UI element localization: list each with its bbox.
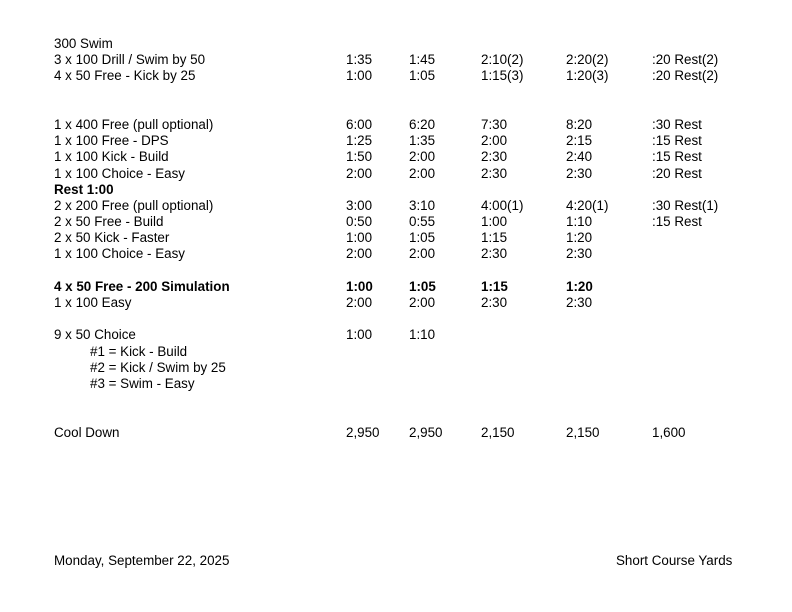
interval-col-2: 2:00 (409, 165, 436, 181)
interval-col-2: 1:35 (409, 133, 436, 149)
total-col-5: 1,600 (652, 424, 686, 440)
interval-col-1: 2:00 (346, 295, 373, 311)
interval-col-1: 1:00 (346, 278, 373, 294)
rest-col: :15 Rest (652, 214, 702, 230)
set-label: 9 x 50 Choice (54, 327, 136, 343)
interval-col-1: 6:00 (346, 116, 373, 132)
interval-col-1: 1:00 (346, 327, 373, 343)
interval-col-4: 2:30 (566, 165, 593, 181)
interval-col-2: 3:10 (409, 197, 436, 213)
interval-col-4: 2:30 (566, 246, 593, 262)
total-col-1: 2,950 (346, 424, 380, 440)
set-label: 2 x 200 Free (pull optional) (54, 197, 214, 213)
interval-col-1: 2:00 (346, 165, 373, 181)
interval-col-1: 2:00 (346, 246, 373, 262)
set-label: 4 x 50 Free - 200 Simulation (54, 278, 230, 294)
set-note: #2 = Kick / Swim by 25 (90, 359, 226, 375)
interval-col-4: 1:10 (566, 214, 593, 230)
rest-col: :20 Rest(2) (652, 68, 719, 84)
set1-row (54, 117, 754, 133)
interval-col-4: 2:15 (566, 133, 593, 149)
set4-row (54, 327, 754, 343)
interval-col-3: 2:30 (481, 149, 508, 165)
interval-col-3: 1:15 (481, 278, 508, 294)
set-label: 4 x 50 Free - Kick by 25 (54, 68, 196, 84)
workout-sheet (54, 36, 754, 441)
set-label: 2 x 50 Kick - Faster (54, 230, 170, 246)
interval-col-1: 1:50 (346, 149, 373, 165)
total-col-2: 2,950 (409, 424, 443, 440)
interval-col-3: 4:00(1) (481, 197, 524, 213)
rest-col: :30 Rest (652, 116, 702, 132)
set-label: 1 x 100 Free - DPS (54, 133, 169, 149)
interval-col-3: 1:15(3) (481, 68, 524, 84)
interval-col-3: 2:30 (481, 295, 508, 311)
total-col-3: 2,150 (481, 424, 515, 440)
interval-col-2: 1:05 (409, 68, 436, 84)
set2-row (54, 230, 754, 246)
set-label: 1 x 100 Easy (54, 295, 132, 311)
interval-col-4: 2:40 (566, 149, 593, 165)
rest-col: :15 Rest (652, 149, 702, 165)
interval-col-3: 7:30 (481, 116, 508, 132)
spacer (54, 263, 754, 279)
rest-col: :20 Rest (652, 165, 702, 181)
set1-row (54, 133, 754, 149)
set1-row (54, 166, 754, 182)
set-note: #1 = Kick - Build (90, 343, 188, 359)
interval-col-2: 6:20 (409, 116, 436, 132)
interval-col-2: 2:00 (409, 149, 436, 165)
set2-row (54, 214, 754, 230)
set3-row (54, 279, 754, 295)
interval-col-1: 1:35 (346, 52, 373, 68)
interval-col-4: 1:20 (566, 278, 593, 294)
interval-col-1: 1:00 (346, 230, 373, 246)
interval-col-2: 1:45 (409, 52, 436, 68)
rest-label: Rest 1:00 (54, 181, 114, 197)
set2-row (54, 198, 754, 214)
set1-row (54, 149, 754, 165)
interval-col-3: 2:10(2) (481, 52, 524, 68)
cooldown-label: Cool Down (54, 424, 120, 440)
set-label: 3 x 100 Drill / Swim by 50 (54, 52, 206, 68)
set-note: #3 = Swim - Easy (90, 375, 195, 391)
rest-col: :30 Rest(1) (652, 197, 719, 213)
set3-row (54, 295, 754, 311)
spacer (54, 392, 754, 424)
set4-note (54, 376, 754, 392)
interval-col-4: 4:20(1) (566, 197, 609, 213)
interval-col-1: 1:00 (346, 68, 373, 84)
total-col-4: 2,150 (566, 424, 600, 440)
set-label: 1 x 100 Choice - Easy (54, 246, 185, 262)
interval-col-3: 1:00 (481, 214, 508, 230)
set2-row (54, 246, 754, 262)
interval-col-4: 8:20 (566, 116, 593, 132)
interval-col-4: 1:20 (566, 230, 593, 246)
set-label: 1 x 100 Kick - Build (54, 149, 169, 165)
interval-col-3: 2:30 (481, 246, 508, 262)
set4-note (54, 360, 754, 376)
interval-col-2: 0:55 (409, 214, 436, 230)
interval-col-4: 1:20(3) (566, 68, 609, 84)
warmup-set-row (54, 68, 754, 84)
interval-col-3: 2:30 (481, 165, 508, 181)
interval-col-2: 1:05 (409, 230, 436, 246)
footer-course: Short Course Yards (616, 553, 733, 568)
interval-col-1: 1:25 (346, 133, 373, 149)
interval-col-4: 2:30 (566, 295, 593, 311)
warmup-title: 300 Swim (54, 36, 113, 51)
interval-col-3: 1:15 (481, 230, 508, 246)
rest-col: :15 Rest (652, 133, 702, 149)
interval-col-1: 0:50 (346, 214, 373, 230)
spacer (54, 85, 754, 117)
cooldown-row (54, 425, 754, 441)
set-label: 1 x 400 Free (pull optional) (54, 116, 214, 132)
set4-note (54, 344, 754, 360)
warmup-set-row (54, 52, 754, 68)
interval-col-2: 1:05 (409, 278, 436, 294)
footer-date: Monday, September 22, 2025 (54, 553, 230, 568)
interval-col-3: 2:00 (481, 133, 508, 149)
interval-col-4: 2:20(2) (566, 52, 609, 68)
interval-col-2: 2:00 (409, 295, 436, 311)
interval-col-1: 3:00 (346, 197, 373, 213)
rest-col: :20 Rest(2) (652, 52, 719, 68)
interval-col-2: 1:10 (409, 327, 436, 343)
spacer (54, 311, 754, 327)
interval-col-2: 2:00 (409, 246, 436, 262)
set-label: 2 x 50 Free - Build (54, 214, 164, 230)
set-label: 1 x 100 Choice - Easy (54, 165, 185, 181)
warmup-row (54, 36, 754, 52)
rest-row (54, 182, 754, 198)
